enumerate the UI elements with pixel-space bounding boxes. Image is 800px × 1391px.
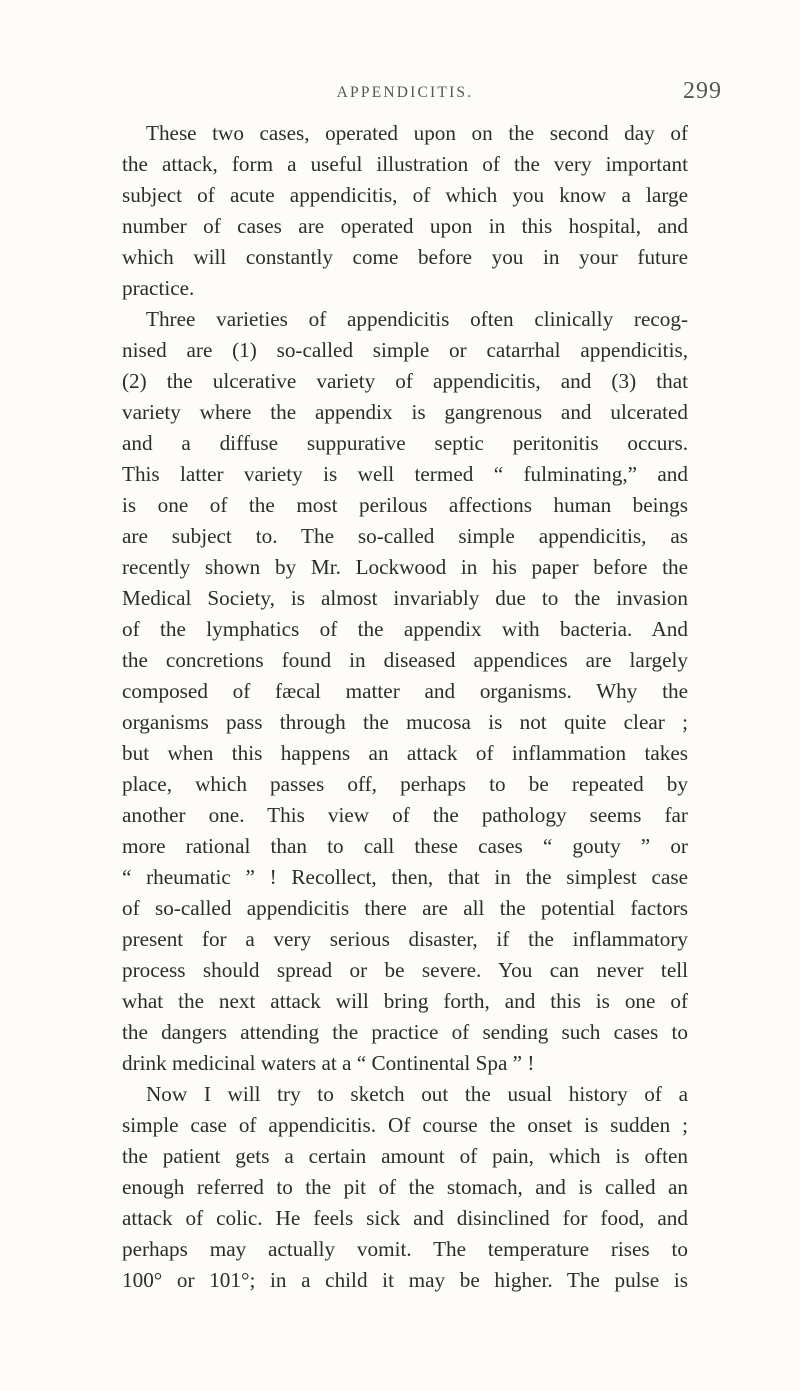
text-line: recently shown by Mr. Lockwood in his paper before the (122, 555, 688, 579)
text-line: present for a very serious disaster, if the inflammatory (122, 927, 688, 951)
text-line: process should spread or be severe. You can never tell (122, 958, 688, 982)
text-line: the patient gets a certain amount of pain, which is often (122, 1144, 688, 1168)
text-line: another one. This view of the pathology seems far (122, 803, 688, 827)
text-line: variety where the appendix is gangrenous and ulcerated (122, 400, 688, 424)
page-number: 299 (683, 78, 722, 104)
text-line: composed of fæcal matter and organisms. Why the (122, 679, 688, 703)
text-line: but when this happens an attack of inflammation takes (122, 741, 688, 765)
text-line: drink medicinal waters at a “ Continental Spa ” ! (122, 1051, 535, 1075)
text-line: Three varieties of appendicitis often clinically recog- (146, 307, 688, 331)
text-line: and a diffuse suppurative septic peritonitis occurs. (122, 431, 688, 455)
text-line: what the next attack will bring forth, and this is one of (122, 989, 688, 1013)
body-text (122, 118, 688, 1296)
text-line: subject of acute appendicitis, of which you know a large (122, 183, 688, 207)
text-line: “ rheumatic ” ! Recollect, then, that in the simplest case (122, 865, 688, 889)
running-title: APPENDICITIS. (336, 84, 474, 101)
text-line: the concretions found in diseased appendices are largely (122, 648, 688, 672)
running-head (120, 78, 722, 110)
text-line: Medical Society, is almost invariably due to the invasion (122, 586, 688, 610)
text-line: This latter variety is well termed “ fulminating,” and (122, 462, 688, 486)
text-line: nised are (1) so-called simple or catarrhal appendicitis, (122, 338, 688, 362)
text-line: These two cases, operated upon on the second day of (146, 121, 688, 145)
text-line: more rational than to call these cases “ gouty ” or (122, 834, 688, 858)
text-line: are subject to. The so-called simple appendicitis, as (122, 524, 688, 548)
text-line: organisms pass through the mucosa is not quite clear ; (122, 710, 688, 734)
text-line: enough referred to the pit of the stomach, and is called an (122, 1175, 688, 1199)
text-line: 100° or 101°; in a child it may be higher. The pulse is (122, 1268, 688, 1292)
text-line: number of cases are operated upon in this hospital, and (122, 214, 688, 238)
text-line: (2) the ulcerative variety of appendicitis, and (3) that (122, 369, 688, 393)
text-line: is one of the most perilous affections human beings (122, 493, 688, 517)
text-line: which will constantly come before you in your future (122, 245, 688, 269)
text-line: of so-called appendicitis there are all the potential factors (122, 896, 688, 920)
text-line: attack of colic. He feels sick and disinclined for food, and (122, 1206, 688, 1230)
text-line: perhaps may actually vomit. The temperature rises to (122, 1237, 688, 1261)
text-line: of the lymphatics of the appendix with bacteria. And (122, 617, 688, 641)
text-line: the dangers attending the practice of sending such cases to (122, 1020, 688, 1044)
text-line: simple case of appendicitis. Of course the onset is sudden ; (122, 1113, 688, 1137)
text-line: place, which passes off, perhaps to be repeated by (122, 772, 688, 796)
text-line: Now I will try to sketch out the usual history of a (146, 1082, 688, 1106)
text-line: practice. (122, 276, 195, 300)
text-line: the attack, form a useful illustration of the very important (122, 152, 688, 176)
